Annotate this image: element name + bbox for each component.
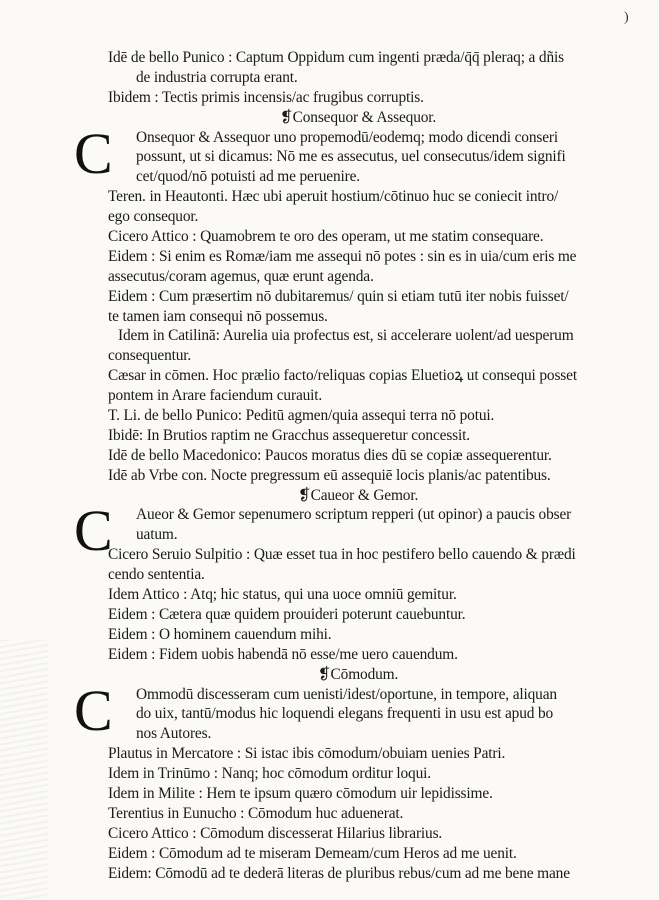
line-text: Onsequor & Assequor uno propemodū/eodemq; modo dicendi conseri	[136, 128, 558, 146]
text-line: te tamen iam consequi nō possemus.	[108, 307, 328, 325]
section-heading: ❡Caueor & Gemor.	[297, 486, 419, 504]
line-text: uatum.	[136, 526, 178, 544]
text-line: Eidem : Cōmodum ad te miseram Demeam/cum Heros ad me uenit.	[108, 844, 517, 862]
corner-mark: )	[624, 10, 629, 25]
text-line: Idem Attico : Atq; hic status, qui una uoce omniū gemitur.	[108, 586, 457, 604]
page-edge-speckle	[0, 640, 48, 900]
initial-line	[108, 525, 588, 545]
text-line: Idē ab Vrbe con. Nocte pregressum eū assequiē locis planis/ac patentibus.	[108, 466, 551, 484]
line-text: Ommodū discesseram cum uenisti/idest/oportune, in tempore, aliquan	[136, 685, 557, 703]
text-line: Teren. in Heautonti. Hæc ubi aperuit hostium/cōtinuo huc se coniecit intro/	[108, 188, 559, 206]
text-line: de industria corrupta erant.	[136, 68, 298, 86]
line-text: possunt, ut si dicamus: Nō me es assecutus, uel consecutus/idem signifi	[136, 148, 566, 166]
initial-line	[108, 724, 588, 744]
section-heading: ❡Consequor & Assequor.	[279, 108, 437, 126]
initial-line	[108, 167, 588, 187]
section-heading: ❡Cōmodum.	[317, 665, 399, 683]
text-line: Ibidē: In Brutios raptim ne Gracchus assequeretur concessit.	[108, 426, 470, 444]
text-line: Idē de bello Punico : Captum Oppidum cum ingenti præda/q̄q̄ pleraq; a dñis	[108, 49, 564, 66]
text-line: Cicero Attico : Quamobrem te oro des operam, ut me statim consequare.	[108, 228, 544, 246]
line-text: Aueor & Gemor sepenumero scriptum repperi (ut opinor) a paucis obser	[136, 506, 572, 524]
text-line: Eidem : Fidem uobis habendā nō esse/me uero cauendum.	[108, 645, 458, 663]
text-line: Terentius in Eunucho : Cōmodum huc aduenerat.	[108, 804, 404, 822]
text-line: Idē de bello Macedonico: Paucos moratus dies dū se copiæ assequerentur.	[108, 446, 552, 464]
text-line: assecutus/coram agemus, quæ erunt agenda.	[108, 267, 374, 285]
text-line: cendo sententia.	[108, 566, 205, 584]
text-line: Plautus in Mercatore : Si istac ibis cōmodum/obuiam uenies Patri.	[108, 745, 506, 763]
text-line: Cæsar in cōmen. Hoc prælio facto/reliquas copias Eluetioꝝ ut consequi posset	[108, 367, 577, 385]
line-text: do uix, tantū/modus hic loquendi elegans frequenti in usu est apud bo	[136, 705, 554, 723]
text-line: ego consequor.	[108, 208, 199, 226]
drop-capital: C	[74, 120, 113, 186]
text-line: Ibidem : Tectis primis incensis/ac frugibus corruptis.	[108, 88, 424, 106]
text-line: Eidem : O hominem cauendum mihi.	[108, 625, 332, 643]
text-body	[74, 48, 588, 883]
text-line: Eidem : Cum præsertim nō dubitaremus/ quin si etiam tutū iter nobis fuisset/	[108, 287, 569, 305]
text-line: Eidem : Cætera quæ quidem prouideri poterunt cauebuntur.	[108, 605, 466, 623]
text-line: Cicero Attico : Cōmodum discesserat Hilarius librarius.	[108, 824, 443, 842]
text-line: Cicero Seruio Sulpitio : Quæ esset tua in hoc pestifero bello cauendo & prædi	[108, 546, 576, 564]
text-line: Idem in Trinūmo : Nanq; hoc cōmodum orditur loqui.	[108, 765, 431, 783]
text-line: T. Li. de bello Punico: Peditū agmen/quia assequi terra nō potui.	[108, 407, 495, 425]
line-text: cet/quod/nō potuisti ad me peruenire.	[136, 168, 360, 186]
text-line: pontem in Arare faciendum curauit.	[108, 387, 323, 405]
text-line: Eidem: Cōmodū ad te dederā literas de pluribus rebus/cum ad me bene mane	[108, 864, 570, 882]
line-text: nos Autores.	[136, 725, 212, 743]
initial-line	[108, 704, 588, 724]
text-line: Idem in Catilinā: Aurelia uia profectus est, si accelerare uolent/ad uesperum	[118, 327, 574, 345]
drop-capital: C	[74, 677, 113, 743]
text-line: Idem in Milite : Hem te ipsum quæro cōmodum uir lepidissime.	[108, 784, 493, 802]
drop-capital: C	[74, 498, 113, 564]
text-line: consequentur.	[108, 347, 192, 365]
text-line: Eidem : Si enim es Romæ/iam me assequi nō potes : sin es in uia/cum eris me	[108, 247, 577, 265]
initial-line	[108, 147, 588, 167]
